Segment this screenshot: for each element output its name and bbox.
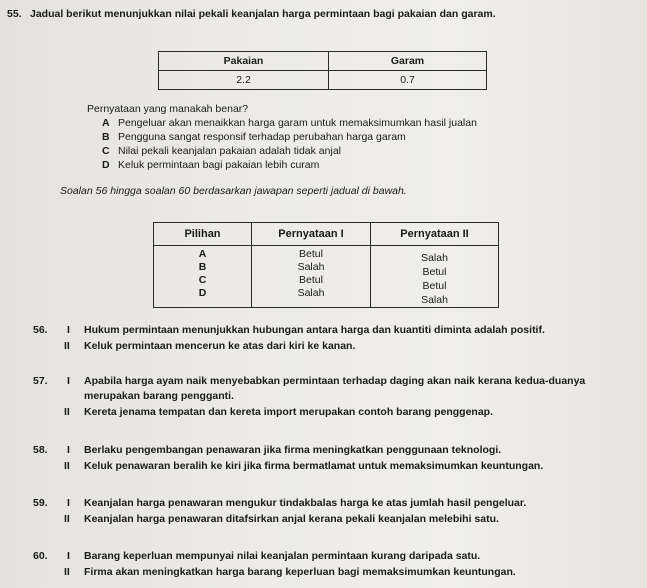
instruction-text: Soalan 56 hingga soalan 60 berdasarkan jawapan seperti jadual di bawah. xyxy=(60,185,407,197)
roman-two: II xyxy=(64,566,70,578)
statement-two: Keluk permintaan mencerun ke atas dari kiri ke kanan. xyxy=(84,340,356,352)
statement-one-continued: merupakan barang pengganti. xyxy=(84,390,234,402)
table-cell-pakaian: 2.2 xyxy=(159,71,329,90)
statement-one: Barang keperluan mempunyai nilai keanjalan permintaan kurang daripada satu. xyxy=(84,550,481,562)
option-text: Keluk permintaan bagi pakaian lebih curam xyxy=(118,159,320,171)
question-number: 58. xyxy=(33,444,48,456)
option-text: Pengguna sangat responsif terhadap perubahan harga garam xyxy=(118,131,406,143)
question-55-number: 55. xyxy=(7,8,22,20)
question-55-prompt: Pernyataan yang manakah benar? xyxy=(87,103,249,115)
table-header-pakaian: Pakaian xyxy=(159,52,329,71)
option-text: Nilai pekali keanjalan pakaian adalah tidak anjal xyxy=(118,145,341,157)
answer-header-pernyataan-2: Pernyataan II xyxy=(371,223,499,246)
roman-one: I xyxy=(67,550,70,562)
option-letter: D xyxy=(102,159,110,171)
table-header-garam: Garam xyxy=(329,52,487,71)
col1-b: Salah xyxy=(297,261,325,273)
choice-d: D xyxy=(198,287,207,299)
col1-c: Betul xyxy=(299,274,323,286)
question-number: 59. xyxy=(33,497,48,509)
roman-two: II xyxy=(64,460,70,472)
statement-one: Apabila harga ayam naik menyebabkan permintaan terhadap daging akan naik kerana kedua-duanya xyxy=(84,375,586,387)
question-number: 56. xyxy=(33,324,48,336)
answer-header-pilihan: Pilihan xyxy=(154,223,252,246)
roman-one: I xyxy=(67,324,70,336)
option-text: Pengeluar akan menaikkan harga garam untuk memaksimumkan hasil jualan xyxy=(118,117,477,129)
choice-a: A xyxy=(198,248,207,260)
answer-choices-cell xyxy=(154,246,252,308)
statement-two: Keanjalan harga penawaran ditafsirkan anjal kerana pekali keanjalan melebihi satu. xyxy=(84,513,499,525)
question-number: 57. xyxy=(33,375,48,387)
answer-col1-cell xyxy=(252,246,371,308)
roman-one: I xyxy=(67,444,70,456)
statement-one: Berlaku pengembangan penawaran jika firma meningkatkan penggunaan teknologi. xyxy=(84,444,502,456)
roman-one: I xyxy=(67,375,70,387)
question-number: 60. xyxy=(33,550,48,562)
col2-a: Salah xyxy=(421,252,448,264)
answer-header-pernyataan-1: Pernyataan I xyxy=(252,223,371,246)
col2-c: Betul xyxy=(422,280,447,292)
roman-two: II xyxy=(64,406,70,418)
roman-two: II xyxy=(64,340,70,352)
roman-two: II xyxy=(64,513,70,525)
statement-two: Firma akan meningkatkan harga barang keperluan bagi memaksimumkan keuntungan. xyxy=(84,566,516,578)
statement-one: Keanjalan harga penawaran mengukur tindakbalas harga ke atas jumlah hasil pengeluar. xyxy=(84,497,527,509)
elasticity-table xyxy=(158,51,487,90)
option-letter: C xyxy=(102,145,110,157)
statement-two: Keluk penawaran beralih ke kiri jika firma bermatlamat untuk memaksimumkan keuntungan. xyxy=(84,460,544,472)
option-letter: B xyxy=(102,131,110,143)
statement-one: Hukum permintaan menunjukkan hubungan antara harga dan kuantiti diminta adalah positif. xyxy=(84,324,545,336)
table-cell-garam: 0.7 xyxy=(329,71,487,90)
choice-c: C xyxy=(198,274,207,286)
answer-col2-cell xyxy=(371,246,499,308)
statement-two: Kereta jenama tempatan dan kereta import merupakan contoh barang penggenap. xyxy=(84,406,494,418)
col1-d: Salah xyxy=(297,287,325,299)
question-55-text: Jadual berikut menunjukkan nilai pekali keanjalan harga permintaan bagi pakaian dan garam. xyxy=(30,8,496,20)
answer-key-table xyxy=(153,222,499,308)
col1-a: Betul xyxy=(299,248,323,260)
roman-one: I xyxy=(67,497,70,509)
choice-b: B xyxy=(198,261,207,273)
option-letter: A xyxy=(102,117,110,129)
col2-b: Betul xyxy=(422,266,447,278)
col2-d: Salah xyxy=(421,294,448,306)
